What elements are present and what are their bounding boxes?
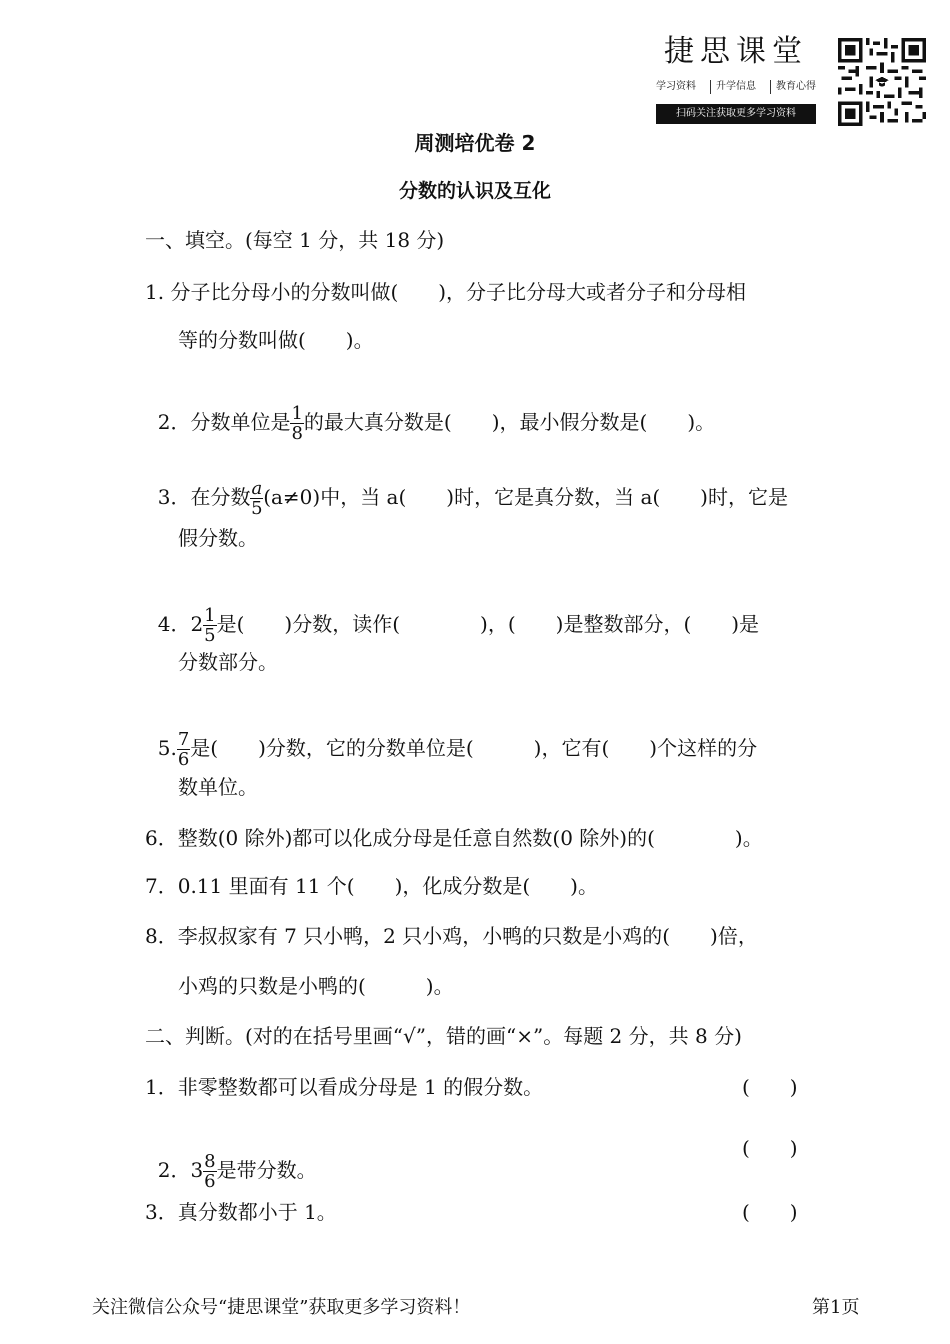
fraction-numerator: 1 [204,605,216,626]
page-number: 第1页 [812,1297,860,1318]
judge2-prefix: 2．3 [157,1158,204,1182]
footer-note: 关注微信公众号“捷思课堂”获取更多学习资料！ [92,1297,471,1318]
answer-paren[interactable]: ( ) [742,1200,798,1224]
q1-line2: 等的分数叫做( )。 [178,328,374,352]
answer-paren[interactable]: ( ) [742,1075,798,1099]
qr-code-icon[interactable] [838,38,926,126]
fraction [250,479,263,518]
q2-suffix: 的最大真分数是( )，最小假分数是( )。 [303,410,716,434]
judge2-suffix: 是带分数。 [216,1158,317,1182]
brand-tag: 教育心得 [770,80,816,94]
q5-suffix: 是( )分数，它的分数单位是( )，它有( )个这样的分 [190,736,758,760]
q2-line [145,380,715,443]
section1-heading: 一、填空。(每空 1 分，共 18 分) [145,228,445,252]
q3-suffix: (a≠0)中，当 a( )时，它是真分数，当 a( )时，它是 [263,485,788,509]
fraction [203,606,216,645]
fraction-denominator: 5 [204,625,216,646]
fraction-numerator: 7 [177,729,190,750]
brand-tag: 升学信息 [710,80,756,94]
q8-line2: 小鸡的只数是小鸭的( )。 [178,974,454,998]
page-title: 周测培优卷 2 [414,131,536,155]
fraction-denominator: 6 [177,749,190,770]
q3-line2: 假分数。 [178,526,258,550]
page-subtitle: 分数的认识及互化 [398,180,551,202]
brand-name: 捷思课堂 [664,34,808,69]
section2-heading: 二、判断。(对的在括号里画“√”，错的画“×”。每题 2 分，共 8 分) [145,1024,742,1048]
judge2-line [145,1128,317,1191]
fraction-numerator: 1 [291,403,303,424]
fraction-numerator: 8 [204,1151,216,1172]
answer-paren[interactable]: ( ) [742,1136,798,1160]
brand-bar: 扫码关注获取更多学习资料 [656,104,816,124]
fraction [177,730,190,769]
fraction-denominator: 8 [291,423,303,444]
fraction [203,1152,216,1191]
judge1-line: 1．非零整数都可以看成分母是 1 的假分数。 [145,1075,544,1099]
fraction-numerator: a [251,478,263,499]
q6-line: 6．整数(0 除外)都可以化成分母是任意自然数(0 除外)的( )。 [145,826,763,850]
q5-line2: 数单位。 [178,775,258,799]
q5-line1 [145,706,757,769]
q4-prefix: 4．2 [157,612,204,636]
fraction [290,404,303,443]
fraction-denominator: 6 [204,1171,216,1192]
q4-line2: 分数部分。 [178,650,278,674]
q3-prefix: 3．在分数 [157,485,251,509]
brand-tag: 学习资料 [656,81,696,92]
q1-line1: 1. 分子比分母小的分数叫做( )，分子比分母大或者分子和分母相 [145,280,747,304]
q8-line1: 8．李叔叔家有 7 只小鸭，2 只小鸡，小鸭的只数是小鸡的( )倍， [145,924,758,948]
fraction-denominator: 5 [251,498,263,519]
brand-tags [656,80,816,94]
q7-line: 7．0.11 里面有 11 个( )，化成分数是( )。 [145,874,598,898]
q5-prefix: 5. [157,736,177,760]
q4-line1 [145,582,759,645]
q4-suffix: 是( )分数，读作( )，( )是整数部分，( )是 [216,612,760,636]
q3-line1 [145,455,788,518]
q2-prefix: 2．分数单位是 [157,410,291,434]
judge3-line: 3．真分数都小于 1。 [145,1200,337,1224]
brand-block [656,34,816,124]
